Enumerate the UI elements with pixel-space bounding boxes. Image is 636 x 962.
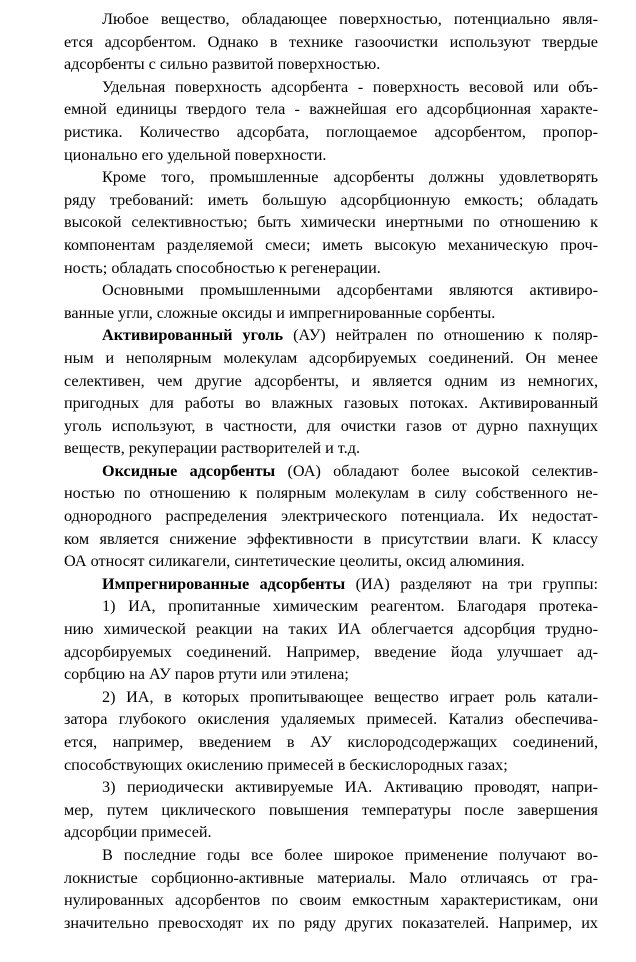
text-line: Кроме того, промышленные адсорбенты должны удовлетворять bbox=[102, 168, 598, 187]
text-line: 1) ИА, пропитанные химическим реагентом. Благодаря протека- bbox=[102, 597, 598, 616]
text-line: пригодных для работы во влажных газовых потоках. Активированный bbox=[64, 394, 598, 413]
text-fragment: (АУ) нейтрален по отношению к поляр- bbox=[283, 326, 598, 345]
text-line: Удельная поверхность адсорбента - поверхность весовой или объ- bbox=[102, 77, 598, 96]
text-line: ОА относят силикагели, синтетические цеолиты, оксид алюминия. bbox=[64, 552, 525, 571]
paragraph bbox=[64, 166, 598, 279]
text-line: ется адсорбентом. Однако в технике газоочистки используют твердые bbox=[64, 32, 598, 51]
text-line: уголь используют, в частности, для очистки газов от дурно пахнущих bbox=[64, 416, 598, 435]
paragraph-impregnated-adsorbents bbox=[64, 573, 598, 596]
text-line: 3) периодически активируемые ИА. Активацию проводят, напри- bbox=[102, 778, 598, 797]
text-line: ристика. Количество адсорбата, поглощаемое адсорбентом, пропор- bbox=[64, 122, 598, 141]
text-line: селективен, чем другие адсорбенты, и является одним из немногих, bbox=[64, 371, 598, 390]
text-line: ком является снижение эффективности в присутствии влаги. К классу bbox=[64, 529, 598, 548]
text-line: В последние годы все более широкое применение получают во- bbox=[102, 845, 598, 864]
text-line: нию химической реакции на таких ИА облегчается адсорбция трудно- bbox=[64, 620, 598, 639]
text-line: ционально его удельной поверхности. bbox=[64, 145, 327, 164]
text-line: адсорбции примесей. bbox=[64, 823, 212, 842]
text-line: адсорбенты с сильно развитой поверхностью. bbox=[64, 55, 381, 74]
text-line bbox=[64, 573, 598, 596]
text-line: адсорбируемых соединений. Например, введение йода улучшает ад- bbox=[64, 642, 598, 661]
list-item-group-3 bbox=[64, 776, 598, 844]
text-fragment: (ОА) обладают более высокой селектив- bbox=[275, 461, 598, 480]
text-line: ется, например, введением в АУ кислородсодержащих соединений, bbox=[64, 733, 598, 751]
text-line: способствующих окислению примесей в бескислородных газах; bbox=[64, 755, 508, 774]
paragraph-oxide-adsorbents bbox=[64, 460, 598, 573]
text-line: веществ, рекуперации растворителей и т.д. bbox=[64, 439, 360, 458]
text-line: затора глубокого окисления удаляемых примесей. Катализ обеспечива- bbox=[64, 710, 598, 729]
text-line: Любое вещество, обладающее поверхностью, потенциально явля- bbox=[102, 10, 598, 28]
list-item-group-2 bbox=[64, 686, 598, 776]
text-line: высокой селективностью; быть химически инертными по отношению к bbox=[64, 213, 598, 232]
text-line: ностью по отношению к полярным молекулам в силу собственного не- bbox=[64, 484, 598, 503]
term-activated-carbon: Активированный уголь bbox=[102, 326, 284, 345]
list-item-group-1 bbox=[64, 595, 598, 685]
text-line bbox=[64, 324, 598, 347]
text-line: однородного распределения электрического потенциала. Их недостат- bbox=[64, 507, 598, 526]
text-fragment: (ИА) разделяют на три группы: bbox=[345, 574, 598, 593]
text-line: ряду требований: иметь большую адсорбционную емкость; обладать bbox=[64, 190, 598, 209]
text-line bbox=[64, 460, 598, 483]
text-line: 2) ИА, в которых пропитывающее вещество играет роль катали- bbox=[102, 687, 598, 706]
term-oxide-adsorbents: Оксидные адсорбенты bbox=[102, 461, 276, 480]
text-line: компонентам разделяемой смеси; иметь высокую механическую проч- bbox=[64, 235, 598, 254]
text-line: Основными промышленными адсорбентами являются активиро- bbox=[102, 281, 598, 300]
text-line: емной единицы твердого тела - важнейшая его адсорбционная характе- bbox=[64, 100, 598, 119]
text-line: сорбцию на АУ паров ртути или этилена; bbox=[64, 665, 349, 684]
paragraph bbox=[64, 279, 598, 324]
paragraph bbox=[64, 76, 598, 166]
text-line: ванные угли, сложные оксиды и импрегнированные сорбенты. bbox=[64, 303, 496, 322]
paragraph bbox=[64, 8, 598, 76]
paragraph-activated-carbon bbox=[64, 324, 598, 460]
text-line: значительно превосходят их по ряду других показателей. Например, их bbox=[64, 913, 598, 932]
paragraph bbox=[64, 844, 598, 934]
text-line: локнистые сорбционно-активные материалы. Мало отличаясь от гра- bbox=[64, 868, 598, 887]
term-impregnated-adsorbents: Импрегнированные адсорбенты bbox=[102, 574, 346, 593]
text-line: ность; обладать способностью к регенерации. bbox=[64, 258, 381, 277]
text-line: мер, путем циклического повышения температуры после завершения bbox=[64, 800, 598, 819]
text-line: ным и неполярным молекулам адсорбируемых соединений. Он менее bbox=[64, 348, 598, 367]
text-line: нулированных адсорбентов по своим емкостным характеристикам, они bbox=[64, 891, 598, 910]
